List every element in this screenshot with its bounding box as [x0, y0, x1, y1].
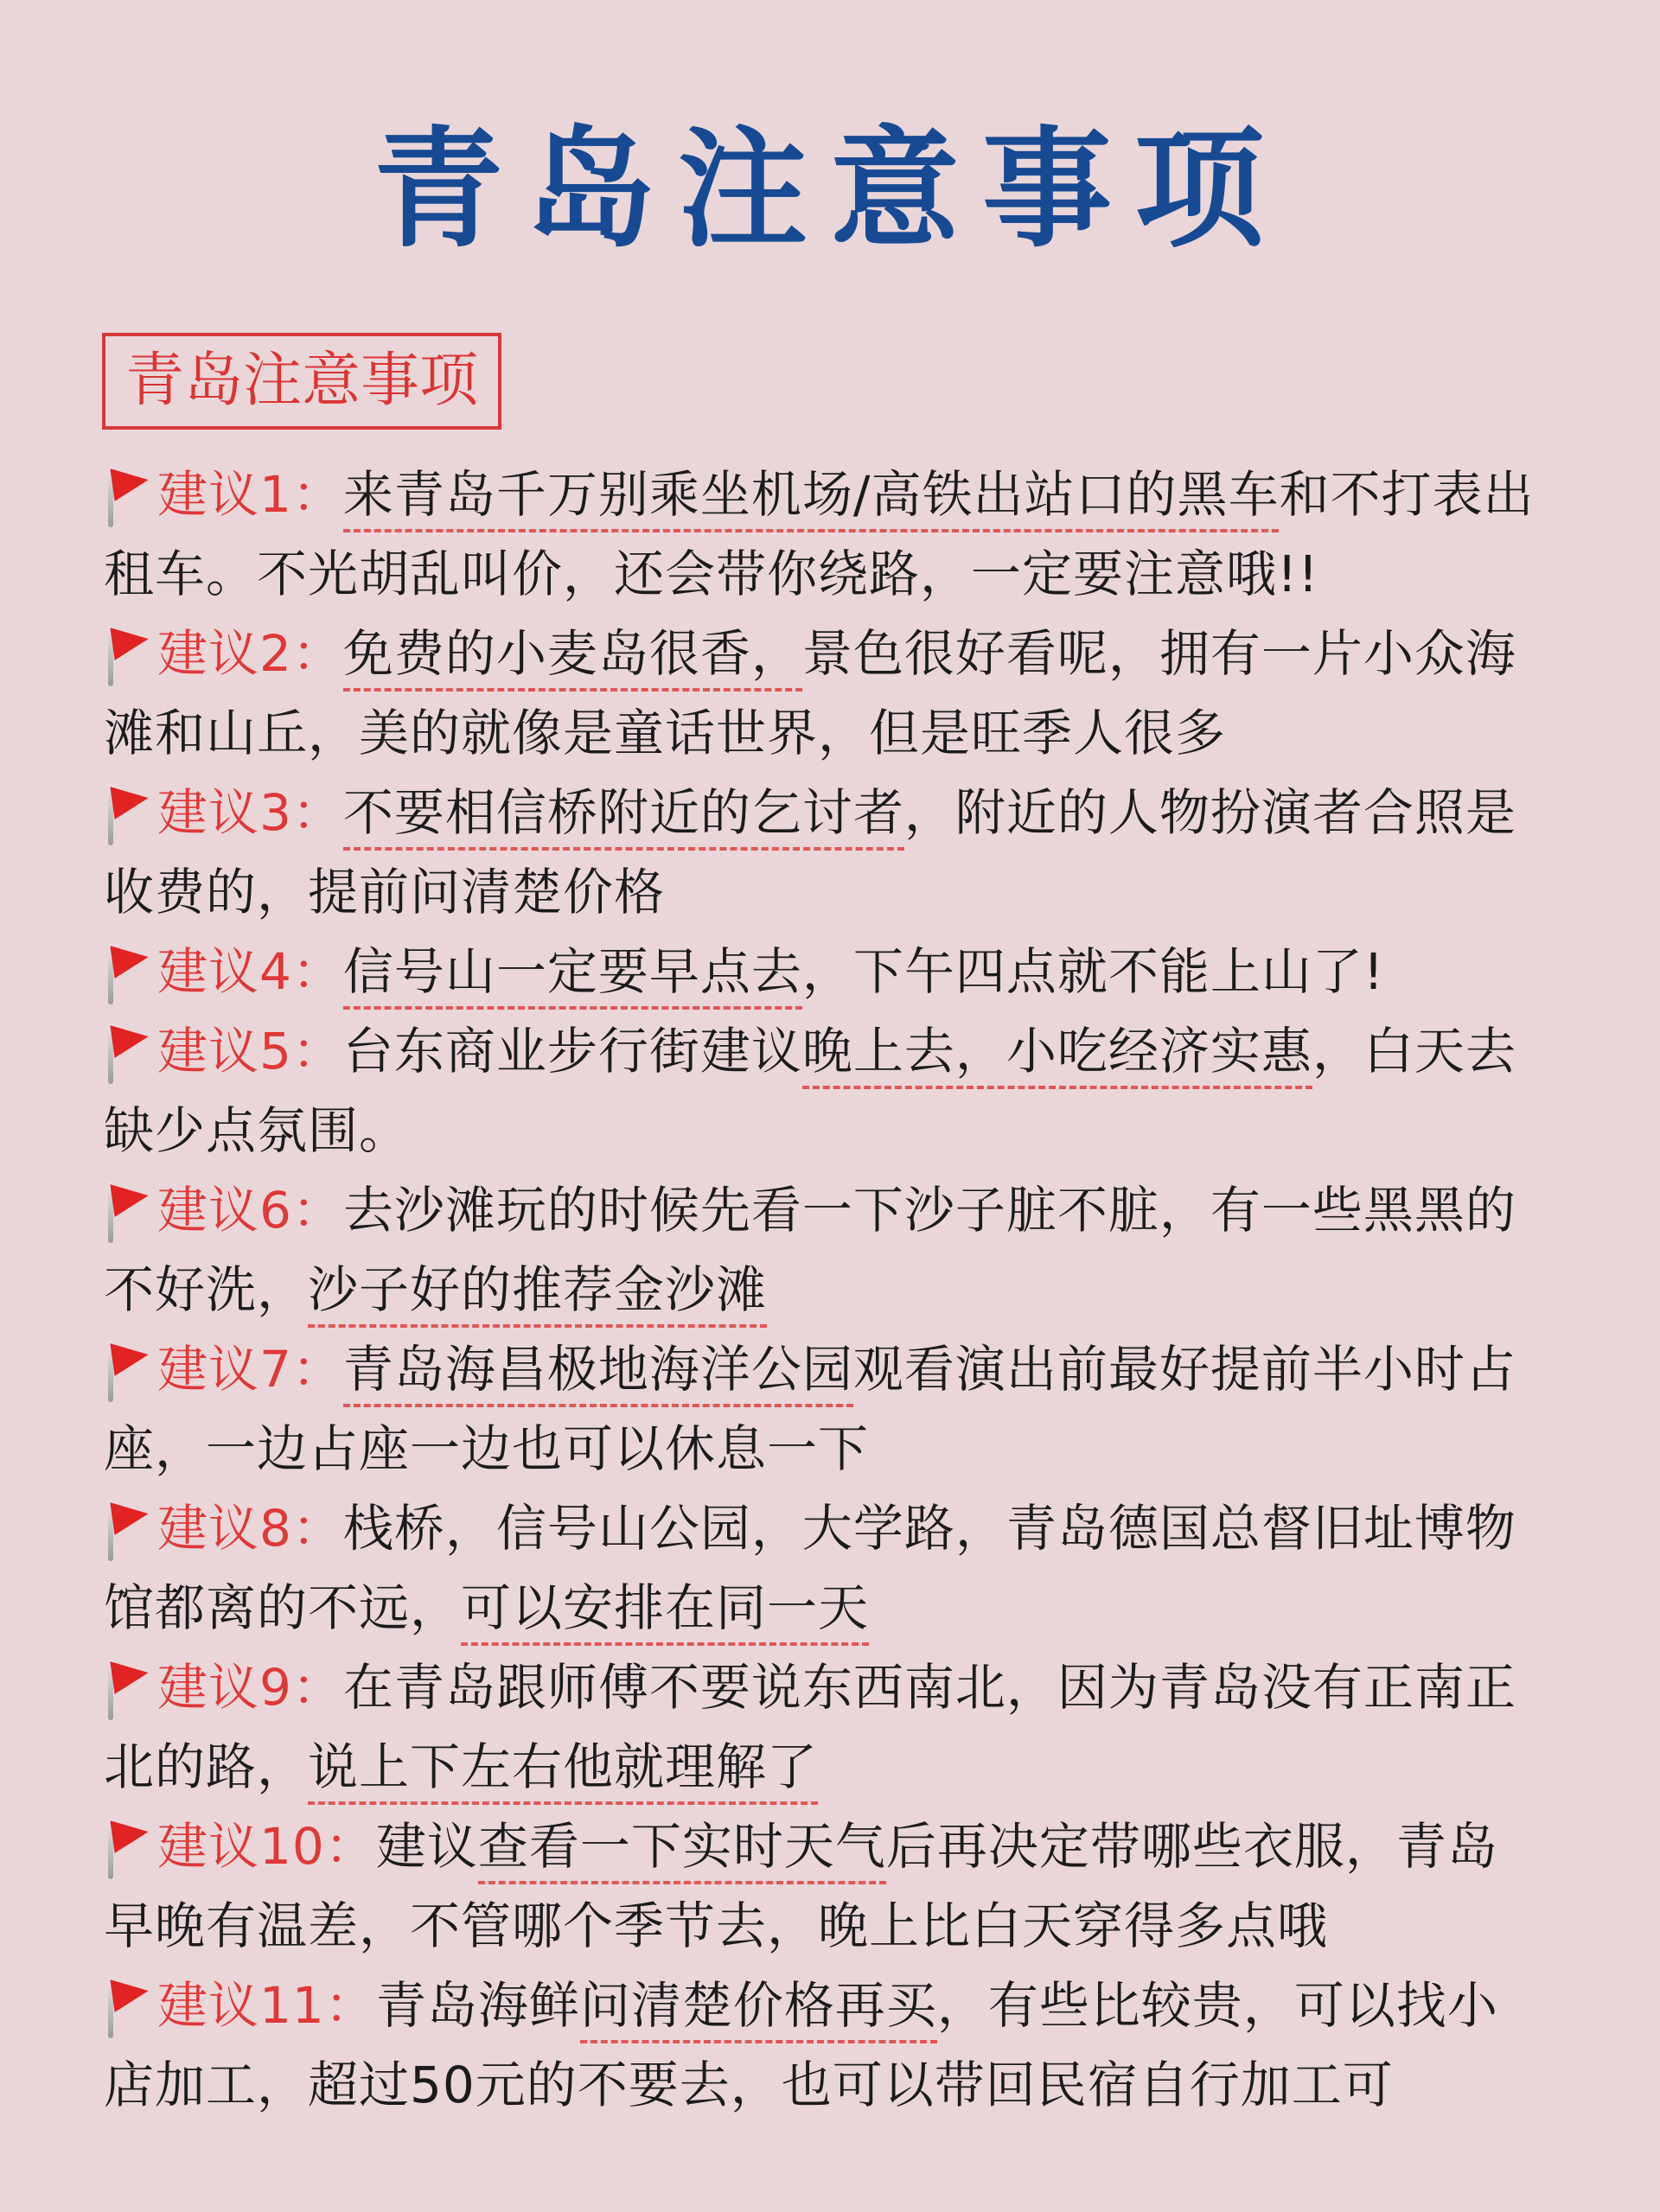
advice-label: 建议7：: [157, 1340, 343, 1399]
red-flag-icon: [104, 1020, 149, 1086]
advice-highlight: 不要相信桥附近的乞讨者: [343, 783, 904, 851]
advice-label: 建议5：: [157, 1022, 343, 1081]
advice-item-2: [104, 614, 1539, 773]
red-flag-icon: [104, 1179, 149, 1245]
advice-item-10: [104, 1807, 1539, 1966]
red-flag-icon: [104, 1815, 149, 1881]
advice-highlight: 查看一下实时天气: [478, 1817, 886, 1884]
advice-label: 建议6：: [157, 1181, 343, 1240]
advice-text-after: ，下午四点就不能上山了!: [801, 942, 1385, 1001]
advice-text-after: ，白天去缺少点氛围。: [104, 1022, 1516, 1160]
page-title: 青岛注意事项: [373, 115, 1286, 265]
advice-item-3: [104, 773, 1539, 932]
section-tag: 青岛注意事项: [102, 333, 501, 430]
advice-text-before: 台东商业步行街建议: [342, 1022, 802, 1081]
advice-text-after: 后再决定带哪些衣服，青岛早晚有温差，不管哪个季节去，晚上比白天穿得多点哦: [104, 1817, 1498, 1955]
advice-item-4: [104, 932, 1539, 1011]
advice-label: 建议1：: [157, 465, 343, 524]
advice-item-11: [104, 1966, 1539, 2125]
advice-item-5: [104, 1011, 1539, 1170]
advice-label: 建议2：: [157, 624, 343, 683]
advice-highlight: 晚上去，小吃经济实惠: [802, 1022, 1312, 1089]
red-flag-icon: [104, 1338, 149, 1404]
advice-text-after: 和不打表出租车。不光胡乱叫价，还会带你绕路，一定要注意哦!!: [104, 465, 1535, 603]
red-flag-icon: [104, 463, 149, 529]
red-flag-icon: [104, 1656, 149, 1722]
red-flag-icon: [104, 781, 149, 847]
advice-highlight: 说上下左右他就理解了: [308, 1737, 818, 1805]
advice-text-before: 在青岛跟师傅不要说东西南北，因为青岛没有正南正北的路，: [104, 1658, 1516, 1796]
advice-item-7: [104, 1329, 1539, 1488]
advice-item-1: [104, 455, 1539, 614]
red-flag-icon: [104, 622, 149, 688]
advice-text-before: 去沙滩玩的时候先看一下沙子脏不脏，有一些黑黑的不好洗，: [104, 1181, 1516, 1319]
advice-text-before: 建议: [375, 1817, 478, 1876]
advice-text-after: ，有些比较贵，可以找小店加工，超过50元的不要去，也可以带回民宿自行加工可: [104, 1976, 1498, 2114]
advice-item-8: [104, 1488, 1539, 1648]
advice-label: 建议3：: [157, 783, 343, 842]
advice-highlight: 沙子好的推荐金沙滩: [308, 1260, 767, 1328]
advice-highlight: 免费的小麦岛很香，: [343, 624, 802, 692]
advice-label: 建议11：: [157, 1976, 376, 2035]
red-flag-icon: [104, 1974, 149, 2040]
advice-highlight: 青岛海昌极地海洋公园: [343, 1340, 853, 1407]
advice-highlight: 可以安排在同一天: [461, 1578, 869, 1646]
advice-label: 建议8：: [157, 1499, 343, 1558]
advice-text-after: 观看演出前最好提前半小时占座，一边占座一边也可以休息一下: [104, 1340, 1516, 1478]
advice-highlight: 信号山一定要早点去: [343, 942, 802, 1010]
advice-item-6: [104, 1170, 1539, 1329]
advice-label: 建议9：: [157, 1658, 343, 1717]
advice-list: [104, 455, 1539, 2125]
red-flag-icon: [104, 1497, 149, 1563]
advice-highlight: 问清楚价格再买: [580, 1976, 937, 2043]
advice-text-before: 青岛海鲜: [375, 1976, 580, 2035]
advice-item-9: [104, 1648, 1539, 1807]
advice-highlight: 来青岛千万别乘坐机场/高铁出站口的黑车: [343, 465, 1280, 532]
advice-label: 建议4：: [157, 942, 343, 1001]
red-flag-icon: [104, 940, 149, 1006]
advice-text-before: 栈桥，信号山公园，大学路，青岛德国总督旧址博物馆都离的不远，: [104, 1499, 1516, 1637]
advice-text-after: 景色很好看呢，拥有一片小众海滩和山丘，美的就像是童话世界，但是旺季人很多: [104, 624, 1516, 762]
advice-text-after: ，附近的人物扮演者合照是收费的，提前问清楚价格: [104, 783, 1516, 921]
advice-label: 建议10：: [157, 1817, 376, 1876]
